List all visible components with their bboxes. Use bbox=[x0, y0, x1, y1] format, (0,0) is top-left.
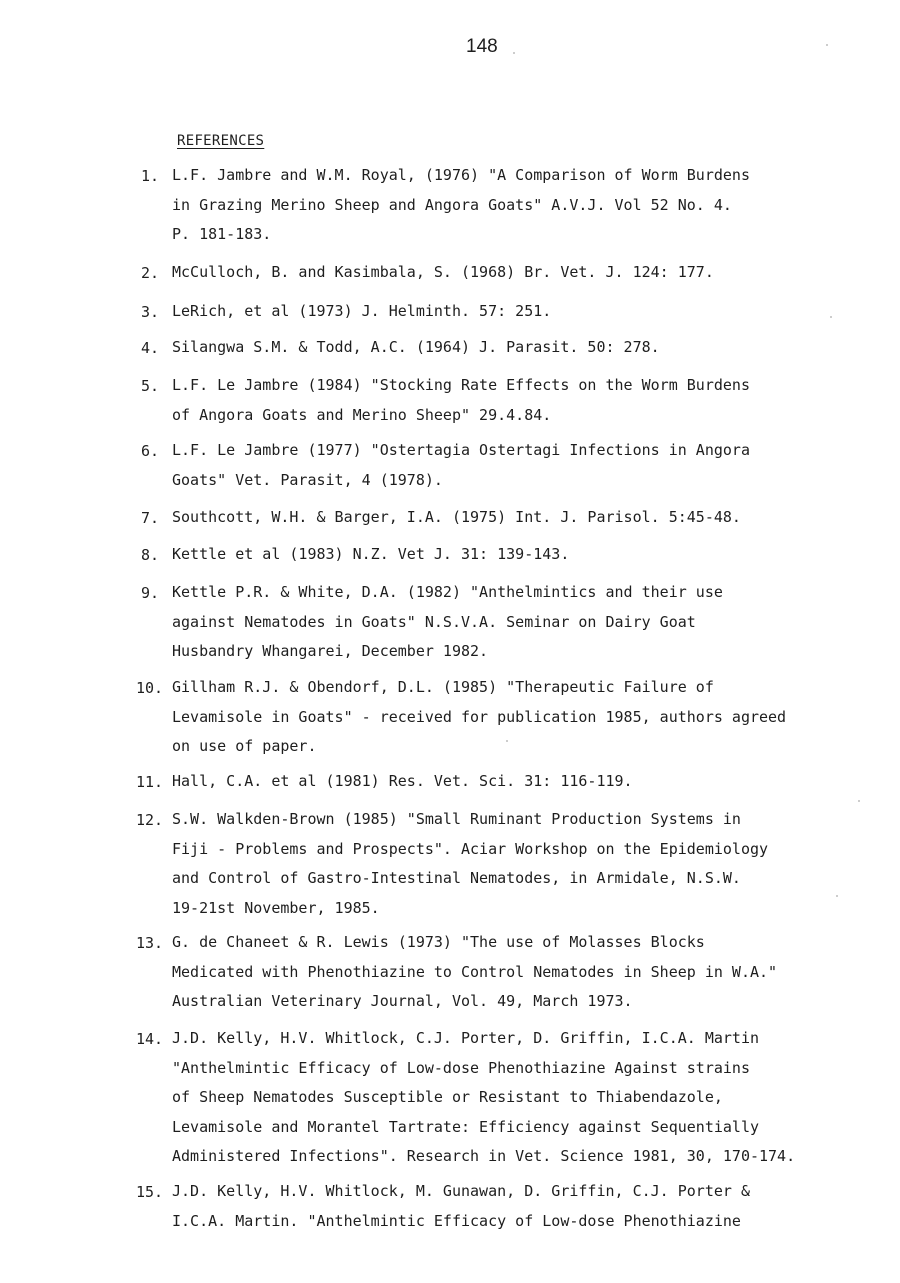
reference-line: Australian Veterinary Journal, Vol. 49, March 1973. bbox=[172, 992, 633, 1010]
reference-line: Hall, C.A. et al (1981) Res. Vet. Sci. 31: 116-119. bbox=[172, 772, 633, 790]
reference-number: 6. bbox=[141, 442, 160, 460]
reference-number: 9. bbox=[141, 584, 160, 602]
reference-number: 12. bbox=[136, 811, 164, 829]
reference-text bbox=[172, 928, 852, 1017]
reference-number: 3. bbox=[141, 303, 160, 321]
reference-line: Kettle P.R. & White, D.A. (1982) "Anthelmintics and their use bbox=[172, 583, 723, 601]
scan-speck bbox=[836, 895, 838, 897]
reference-line: Southcott, W.H. & Barger, I.A. (1975) Int. J. Parisol. 5:45-48. bbox=[172, 508, 741, 526]
scan-speck bbox=[513, 52, 515, 54]
reference-line: G. de Chaneet & R. Lewis (1973) "The use of Molasses Blocks bbox=[172, 933, 705, 951]
reference-text bbox=[172, 767, 852, 797]
reference-text bbox=[172, 503, 852, 533]
reference-line: Fiji - Problems and Prospects". Aciar Workshop on the Epidemiology bbox=[172, 839, 769, 858]
reference-line: of Sheep Nematodes Susceptible or Resistant to Thiabendazole, bbox=[172, 1088, 723, 1106]
reference-line: Levamisole and Morantel Tartrate: Efficiency against Sequentially bbox=[172, 1117, 759, 1136]
reference-line: L.F. Le Jambre (1984) "Stocking Rate Effects on the Worm Burdens bbox=[172, 376, 750, 394]
reference-line: on use of paper. bbox=[172, 737, 317, 755]
reference-line: J.D. Kelly, H.V. Whitlock, M. Gunawan, D. Griffin, C.J. Porter & bbox=[172, 1182, 750, 1200]
reference-line: L.F. Jambre and W.M. Royal, (1976) "A Comparison of Worm Burdens bbox=[172, 166, 750, 184]
reference-line: J.D. Kelly, H.V. Whitlock, C.J. Porter, D. Griffin, I.C.A. Martin bbox=[172, 1029, 759, 1047]
reference-text bbox=[172, 805, 852, 923]
reference-line: S.W. Walkden-Brown (1985) "Small Ruminant Production Systems in bbox=[172, 810, 741, 828]
scan-speck bbox=[858, 800, 860, 802]
reference-line: Husbandry Whangarei, December 1982. bbox=[172, 642, 489, 660]
reference-text bbox=[172, 371, 852, 430]
reference-number: 11. bbox=[136, 773, 164, 791]
page-number: 148 bbox=[466, 36, 498, 57]
reference-text bbox=[172, 333, 852, 363]
reference-text bbox=[172, 673, 852, 762]
reference-line: and Control of Gastro-Intestinal Nematodes, in Armidale, N.S.W. bbox=[172, 869, 741, 887]
reference-line: Gillham R.J. & Obendorf, D.L. (1985) "Therapeutic Failure of bbox=[172, 678, 714, 696]
reference-line: L.F. Le Jambre (1977) "Ostertagia Ostertagi Infections in Angora bbox=[172, 441, 750, 459]
reference-text bbox=[172, 540, 852, 570]
reference-line: Goats" Vet. Parasit, 4 (1978). bbox=[172, 470, 443, 489]
reference-line: Administered Infections". Research in Vet. Science 1981, 30, 170-174. bbox=[172, 1147, 796, 1165]
reference-number: 7. bbox=[141, 509, 160, 527]
reference-line: P. 181-183. bbox=[172, 225, 272, 243]
reference-number: 4. bbox=[141, 339, 160, 357]
references-heading: REFERENCES bbox=[177, 133, 265, 149]
reference-text bbox=[172, 297, 852, 327]
reference-number: 5. bbox=[141, 377, 160, 395]
reference-line: I.C.A. Martin. "Anthelmintic Efficacy of Low-dose Phenothiazine bbox=[172, 1211, 741, 1230]
reference-line: Silangwa S.M. & Todd, A.C. (1964) J. Parasit. 50: 278. bbox=[172, 338, 660, 356]
reference-number: 8. bbox=[141, 546, 160, 564]
reference-number: 13. bbox=[136, 934, 164, 952]
reference-text bbox=[172, 1024, 852, 1172]
reference-line: 19-21st November, 1985. bbox=[172, 898, 380, 917]
reference-text bbox=[172, 161, 852, 250]
scan-speck bbox=[826, 44, 828, 46]
scan-speck bbox=[506, 740, 508, 742]
reference-line: Medicated with Phenothiazine to Control Nematodes in Sheep in W.A." bbox=[172, 962, 778, 981]
reference-number: 15. bbox=[136, 1183, 164, 1201]
reference-line: Levamisole in Goats" - received for publication 1985, authors agreed bbox=[172, 707, 787, 726]
reference-text bbox=[172, 436, 852, 495]
reference-number: 1. bbox=[141, 167, 160, 185]
reference-number: 2. bbox=[141, 264, 160, 282]
reference-line: "Anthelmintic Efficacy of Low-dose Phenothiazine Against strains bbox=[172, 1058, 750, 1077]
scan-speck bbox=[830, 316, 832, 318]
reference-text bbox=[172, 1177, 852, 1236]
reference-line: McCulloch, B. and Kasimbala, S. (1968) Br. Vet. J. 124: 177. bbox=[172, 263, 714, 281]
reference-line: Kettle et al (1983) N.Z. Vet J. 31: 139-143. bbox=[172, 545, 570, 563]
reference-number: 14. bbox=[136, 1030, 164, 1048]
reference-line: of Angora Goats and Merino Sheep" 29.4.84. bbox=[172, 405, 552, 424]
reference-line: in Grazing Merino Sheep and Angora Goats" A.V.J. Vol 52 No. 4. bbox=[172, 195, 732, 214]
reference-text bbox=[172, 578, 852, 667]
reference-text bbox=[172, 258, 852, 288]
reference-number: 10. bbox=[136, 679, 164, 697]
reference-line: against Nematodes in Goats" N.S.V.A. Seminar on Dairy Goat bbox=[172, 612, 696, 631]
reference-line: LeRich, et al (1973) J. Helminth. 57: 251. bbox=[172, 302, 552, 320]
